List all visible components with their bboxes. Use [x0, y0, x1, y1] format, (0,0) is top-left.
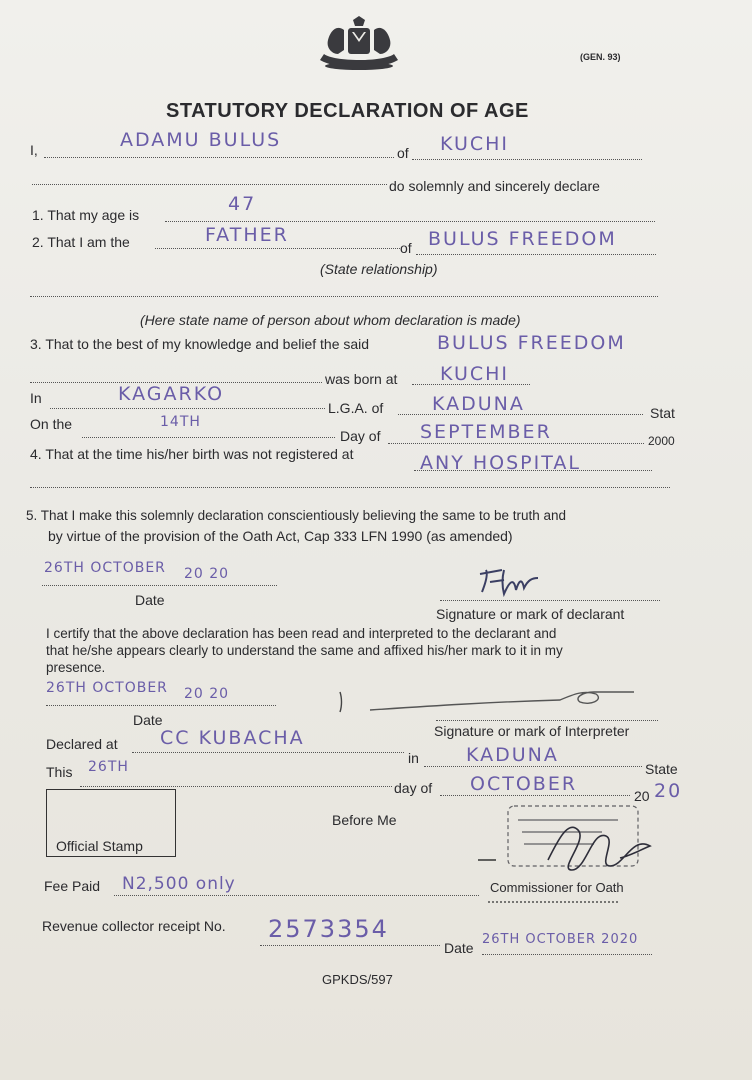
age-line — [165, 221, 655, 222]
item1-label: 1. That my age is — [32, 207, 140, 223]
declared-at-value: CC KUBACHA — [160, 727, 305, 749]
item2-label: 2. That I am the — [32, 234, 130, 250]
receipt-date-label: Date — [444, 940, 474, 956]
day-of-line — [440, 795, 630, 796]
certify-line1: I certify that the above declaration has been read and interpreted to the declarant and — [46, 626, 557, 641]
on-value: 14TH — [160, 414, 201, 430]
declared-at-label: Declared at — [46, 736, 118, 752]
declarant-date-label: Date — [135, 592, 165, 608]
interpreter-date-value: 26TH OCTOBER — [46, 680, 168, 696]
item5-line1: 5. That I make this solemnly declaration conscientiously believing the same to be truth and — [26, 508, 567, 523]
person-full-line — [30, 296, 658, 297]
this-line — [80, 786, 392, 787]
age-value: 47 — [228, 193, 257, 215]
address-line — [32, 184, 387, 185]
person-value: BULUS FREEDOM — [428, 228, 617, 250]
relationship-line — [155, 248, 400, 249]
declarant-signature-line — [440, 600, 660, 601]
declared-year-prefix: 20 — [634, 788, 650, 804]
declared-in-line — [424, 766, 642, 767]
interpreter-date-label: Date — [133, 712, 163, 728]
this-value: 26TH — [88, 759, 129, 775]
coat-of-arms-emblem-icon — [304, 14, 414, 74]
lga-value: KADUNA — [432, 393, 525, 415]
declarant-name: ADAMU BULUS — [120, 129, 282, 151]
declarant-town: KUCHI — [440, 133, 510, 155]
intro-prefix: I, — [30, 142, 38, 158]
receipt-line — [260, 945, 440, 946]
declared-at-line — [132, 752, 404, 753]
declared-state-label: State — [645, 761, 678, 777]
relationship-value: FATHER — [205, 224, 289, 246]
person-line — [416, 254, 656, 255]
in-line — [50, 408, 325, 409]
declarant-signature-mark — [478, 562, 548, 602]
day-of-value: OCTOBER — [470, 773, 578, 795]
interpreter-signature-label: Signature or mark of Interpreter — [434, 723, 630, 739]
town-line — [412, 159, 642, 160]
this-label: This — [46, 764, 73, 780]
before-me: Before Me — [332, 812, 397, 828]
receipt-date-value: 26TH OCTOBER 2020 — [482, 932, 639, 947]
lga-state-label: Stat — [650, 405, 675, 421]
receipt-date-line — [482, 954, 652, 955]
interpreter-date-line — [46, 705, 276, 706]
on-line — [82, 437, 335, 438]
item2-of: of — [400, 240, 412, 256]
on-label: On the — [30, 416, 73, 432]
commissioner-label: Commissioner for Oath — [490, 880, 624, 895]
interpreter-date-year: 20 20 — [184, 686, 230, 702]
day-label: Day of — [340, 428, 381, 444]
footer-code: GPKDS/597 — [322, 972, 393, 987]
declarant-date-value: 26TH OCTOBER — [44, 560, 166, 576]
person-note: (Here state name of person about whom declaration is made) — [140, 312, 521, 328]
item4-line-2 — [30, 487, 670, 488]
in-value: KAGARKO — [118, 383, 225, 405]
declared-in-label: in — [408, 750, 419, 766]
declarant-date-year: 20 20 — [184, 566, 230, 582]
lga-label: L.G.A. of — [328, 400, 384, 416]
intro-of: of — [397, 145, 409, 161]
certify-line3: presence. — [46, 660, 106, 675]
declarant-signature-label: Signature or mark of declarant — [436, 606, 625, 622]
name-line — [44, 157, 394, 158]
declared-in-value: KADUNA — [466, 744, 559, 766]
intro-declare: do solemnly and sincerely declare — [389, 178, 600, 194]
form-code: (GEN. 93) — [580, 52, 621, 62]
receipt-value: 2573354 — [268, 915, 389, 943]
fee-line — [114, 895, 479, 896]
month-line — [388, 443, 644, 444]
day-of-label: day of — [394, 780, 433, 796]
month-value: SEPTEMBER — [420, 421, 552, 443]
certify-line2: that he/she appears clearly to understand the same and affixed his/her mark to it in my — [46, 643, 563, 658]
declared-year-value: 20 — [654, 780, 683, 802]
receipt-label: Revenue collector receipt No. — [42, 918, 226, 934]
fee-value: N2,500 only — [122, 874, 236, 894]
born-at-value: KUCHI — [440, 363, 510, 385]
fee-label: Fee Paid — [44, 878, 101, 894]
official-stamp-label: Official Stamp — [56, 838, 143, 854]
item3-person: BULUS FREEDOM — [437, 332, 626, 354]
interpreter-signature-line — [436, 720, 658, 721]
item4-label: 4. That at the time his/her birth was not registered at — [30, 446, 354, 462]
page-title: STATUTORY DECLARATION OF AGE — [166, 100, 529, 122]
declarant-date-line — [42, 585, 277, 586]
interpreter-signature-mark — [340, 688, 640, 718]
birth-year: 2000 — [648, 434, 675, 448]
born-at-label: was born at — [325, 371, 398, 387]
in-label: In — [30, 390, 42, 406]
item4-value: ANY HOSPITAL — [420, 452, 581, 474]
relationship-note: (State relationship) — [320, 261, 438, 277]
item5-line2: by virtue of the provision of the Oath Act, Cap 333 LFN 1990 (as amended) — [48, 528, 513, 544]
item3-label: 3. That to the best of my knowledge and belief the said — [30, 336, 370, 352]
